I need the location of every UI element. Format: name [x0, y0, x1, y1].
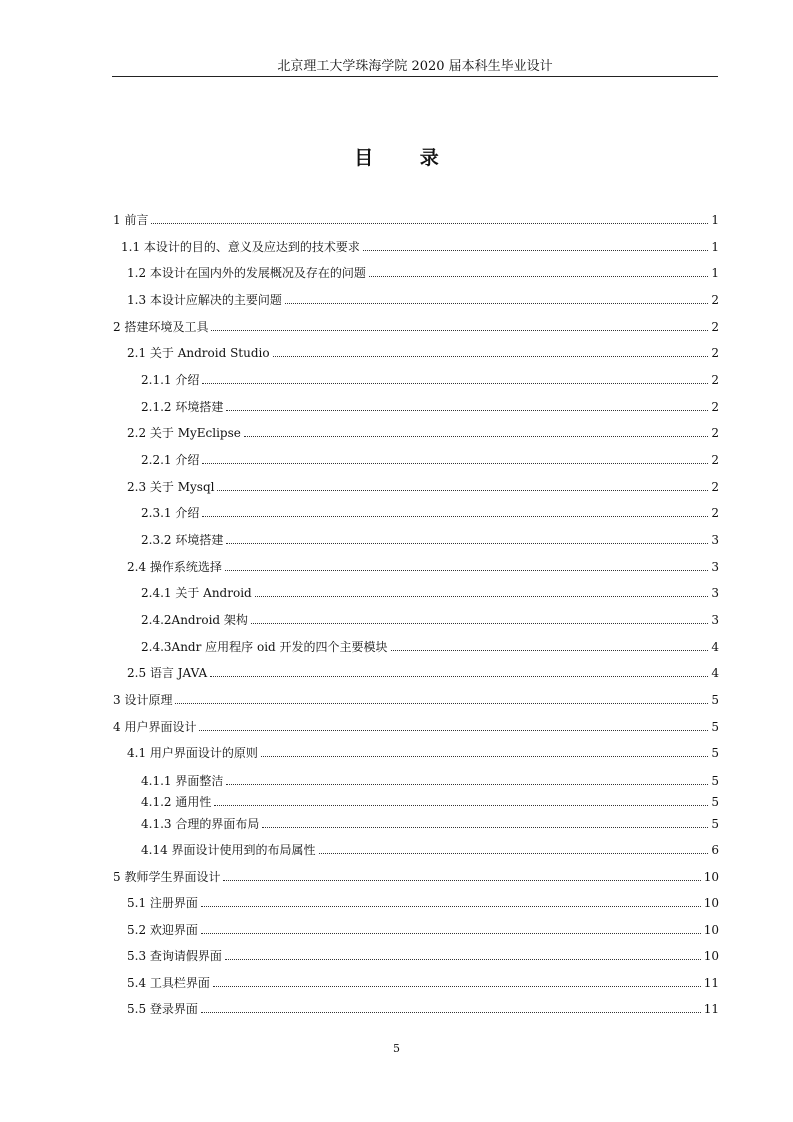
- toc-entry[interactable]: [141, 638, 719, 656]
- toc-entry-title: 5.4 工具栏界面: [127, 976, 210, 990]
- toc-entry[interactable]: [127, 344, 719, 362]
- dot-leader: [319, 853, 708, 854]
- page-number: 5: [393, 1042, 400, 1055]
- toc-entry-page: 2: [711, 480, 719, 494]
- toc-entry-title: 4.1 用户界面设计的原则: [127, 746, 258, 760]
- toc-entry-title: 4.1.3 合理的界面布局: [141, 817, 260, 831]
- dot-leader: [202, 383, 708, 384]
- toc-entry[interactable]: [127, 478, 719, 496]
- dot-leader: [175, 703, 708, 704]
- dot-leader: [214, 805, 708, 806]
- toc-entry-title: 2.3 关于 Mysql: [127, 480, 215, 494]
- toc-entry[interactable]: [121, 238, 719, 256]
- toc-entry[interactable]: [113, 868, 719, 886]
- toc-entry[interactable]: [127, 264, 719, 282]
- toc-entry-title: 5.5 登录界面: [127, 1002, 198, 1016]
- toc-entry-page: 5: [711, 774, 719, 788]
- dot-leader: [202, 516, 708, 517]
- toc-entry-page: 5: [711, 817, 719, 831]
- dot-leader: [262, 827, 708, 828]
- toc-entry-title: 4.14 界面设计使用到的布局属性: [141, 843, 316, 857]
- dot-leader: [202, 463, 708, 464]
- dot-leader: [201, 906, 701, 907]
- toc-entry[interactable]: [141, 398, 719, 416]
- toc-entry-page: 4: [711, 666, 719, 680]
- toc-entry[interactable]: [141, 451, 719, 469]
- toc-entry-title: 5.3 查询请假界面: [127, 949, 222, 963]
- toc-entry-page: 2: [711, 453, 719, 467]
- toc-entry[interactable]: [141, 371, 719, 389]
- dot-leader: [225, 570, 708, 571]
- toc-entry[interactable]: [113, 691, 719, 709]
- toc-entry-title: 3 设计原理: [113, 693, 173, 707]
- toc-entry-title: 2 搭建环境及工具: [113, 320, 209, 334]
- dot-leader: [226, 543, 708, 544]
- dot-leader: [273, 356, 708, 357]
- toc-entry-page: 1: [711, 240, 719, 254]
- toc-entry[interactable]: [141, 793, 719, 811]
- toc-entry[interactable]: [127, 424, 719, 442]
- toc-entry[interactable]: [127, 664, 719, 682]
- toc-entry[interactable]: [141, 504, 719, 522]
- toc-entry-page: 2: [711, 426, 719, 440]
- toc-entry-page: 11: [703, 1002, 719, 1016]
- dot-leader: [363, 250, 708, 251]
- toc-entry-page: 5: [711, 795, 719, 809]
- dot-leader: [226, 410, 708, 411]
- dot-leader: [255, 596, 708, 597]
- dot-leader: [217, 490, 708, 491]
- toc-entry-page: 6: [711, 843, 719, 857]
- toc-entry-title: 2.3.2 环境搭建: [141, 533, 224, 547]
- toc-entry[interactable]: [113, 718, 719, 736]
- toc-entry[interactable]: [141, 815, 719, 833]
- toc-entry[interactable]: [127, 974, 719, 992]
- toc-entry[interactable]: [127, 894, 719, 912]
- dot-leader: [211, 330, 708, 331]
- header-rule: [112, 76, 718, 77]
- toc-entry-title: 2.1.2 环境搭建: [141, 400, 224, 414]
- toc-entry-page: 1: [711, 266, 719, 280]
- toc-entry-title: 2.2.1 介绍: [141, 453, 200, 467]
- toc-entry[interactable]: [141, 584, 719, 602]
- toc-entry-page: 2: [711, 293, 719, 307]
- toc-entry[interactable]: [127, 1000, 719, 1018]
- toc-entry-page: 2: [711, 373, 719, 387]
- toc-entry-title: 2.4.3Andr 应用程序 oid 开发的四个主要模块: [141, 640, 388, 654]
- toc-entry-page: 3: [711, 560, 719, 574]
- toc-entry[interactable]: [113, 318, 719, 336]
- toc-entry-page: 4: [711, 640, 719, 654]
- toc-entry-title: 1 前言: [113, 213, 149, 227]
- dot-leader: [223, 880, 700, 881]
- toc-entry-page: 3: [711, 586, 719, 600]
- dot-leader: [244, 436, 708, 437]
- toc-entry-title: 5 教师学生界面设计: [113, 870, 221, 884]
- dot-leader: [201, 933, 701, 934]
- toc-entry-page: 3: [711, 613, 719, 627]
- toc-entry-title: 5.2 欢迎界面: [127, 923, 198, 937]
- toc-entry-page: 11: [703, 976, 719, 990]
- dot-leader: [261, 756, 708, 757]
- dot-leader: [210, 676, 708, 677]
- toc-entry-page: 2: [711, 400, 719, 414]
- toc-entry-title: 4 用户界面设计: [113, 720, 197, 734]
- dot-leader: [213, 986, 701, 987]
- dot-leader: [226, 784, 708, 785]
- toc-entry-title: 5.1 注册界面: [127, 896, 198, 910]
- toc-entry[interactable]: [113, 211, 719, 229]
- toc-entry-page: 2: [711, 506, 719, 520]
- toc-entry-title: 2.2 关于 MyEclipse: [127, 426, 241, 440]
- toc-entry-title: 2.5 语言 JAVA: [127, 666, 208, 680]
- dot-leader: [201, 1012, 701, 1013]
- toc-entry[interactable]: [127, 558, 719, 576]
- toc-entry-page: 1: [711, 213, 719, 227]
- dot-leader: [151, 223, 708, 224]
- toc-entry[interactable]: [127, 744, 719, 762]
- toc-entry-title: 2.3.1 介绍: [141, 506, 200, 520]
- dot-leader: [369, 276, 708, 277]
- toc-entry-page: 5: [711, 693, 719, 707]
- dot-leader: [391, 650, 708, 651]
- toc-entry[interactable]: [141, 772, 719, 790]
- toc-entry-title: 1.3 本设计应解决的主要问题: [127, 293, 282, 307]
- toc-entry[interactable]: [127, 921, 719, 939]
- toc-entry-page: 10: [703, 923, 719, 937]
- toc-entry-title: 4.1.2 通用性: [141, 795, 212, 809]
- toc-entry-title: 1.1 本设计的目的、意义及应达到的技术要求: [121, 240, 360, 254]
- dot-leader: [251, 623, 708, 624]
- page-header: 北京理工大学珠海学院 2020 届本科生毕业设计: [277, 59, 553, 74]
- dot-leader: [199, 730, 708, 731]
- toc-entry-page: 10: [703, 896, 719, 910]
- toc-entry-title: 4.1.1 界面整洁: [141, 774, 224, 788]
- toc-entry-title: 2.4 操作系统选择: [127, 560, 222, 574]
- toc-entry-page: 10: [703, 949, 719, 963]
- toc-entry-page: 2: [711, 320, 719, 334]
- toc-entry-title: 2.1.1 介绍: [141, 373, 200, 387]
- toc-entry-page: 2: [711, 346, 719, 360]
- toc-entry-page: 10: [703, 870, 719, 884]
- toc-entry-page: 5: [711, 746, 719, 760]
- toc-entry-page: 3: [711, 533, 719, 547]
- toc-entry[interactable]: [127, 947, 719, 965]
- toc-entry-title: 2.1 关于 Android Studio: [127, 346, 270, 360]
- dot-leader: [285, 303, 708, 304]
- toc-entry[interactable]: [141, 531, 719, 549]
- toc-title: 目 录: [354, 147, 459, 169]
- toc-entry[interactable]: [141, 841, 719, 859]
- toc-entry-title: 1.2 本设计在国内外的发展概况及存在的问题: [127, 266, 366, 280]
- toc-entry[interactable]: [141, 611, 719, 629]
- dot-leader: [225, 959, 701, 960]
- toc-entry-title: 2.4.2Android 架构: [141, 613, 248, 627]
- toc-entry[interactable]: [127, 291, 719, 309]
- toc-entry-title: 2.4.1 关于 Android: [141, 586, 252, 600]
- toc-entry-page: 5: [711, 720, 719, 734]
